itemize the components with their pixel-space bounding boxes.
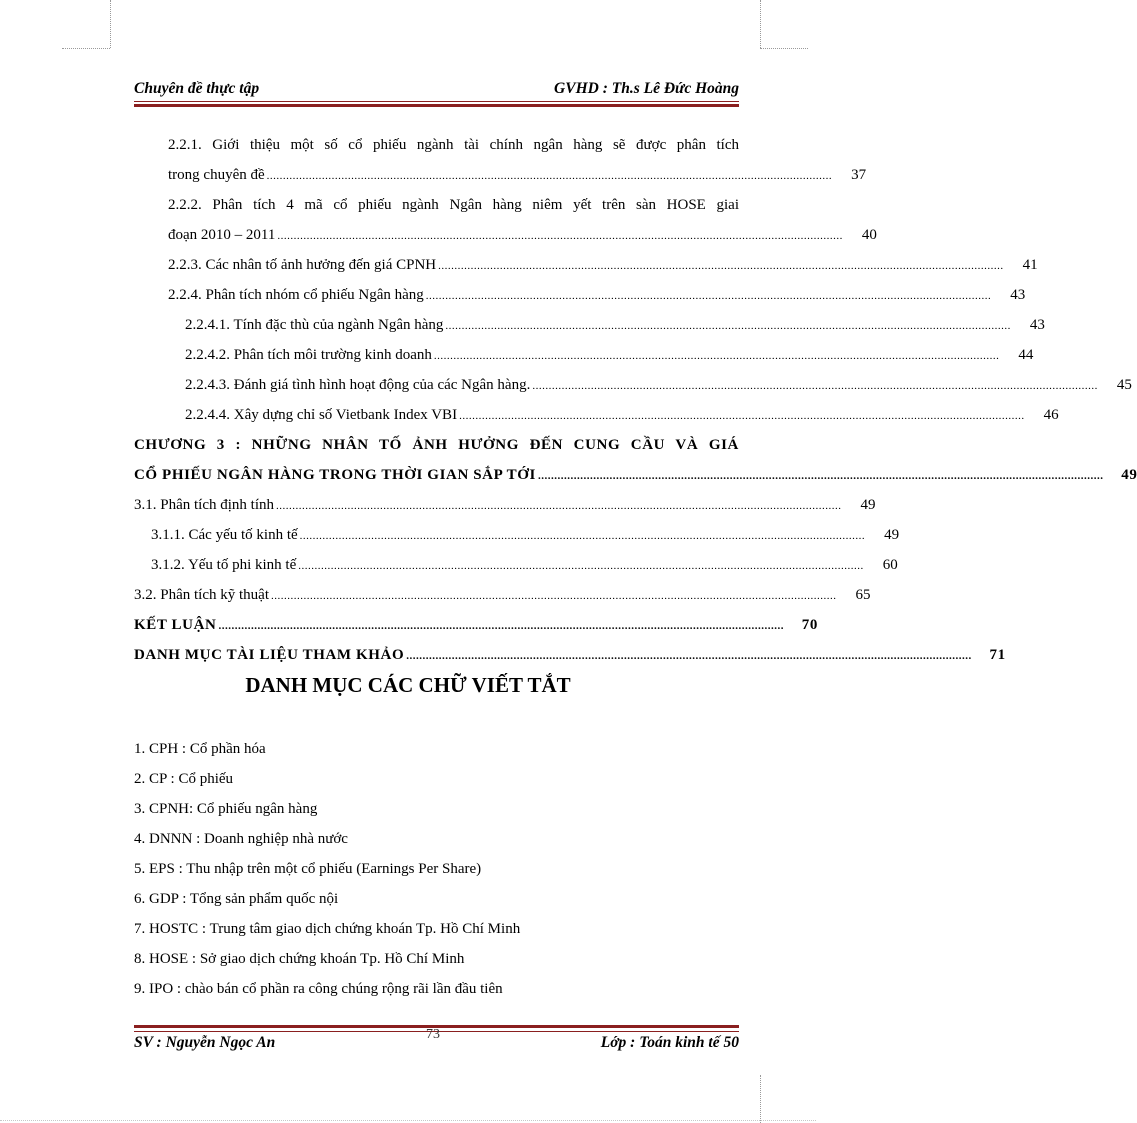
- toc-entry: [134, 520, 900, 550]
- toc-entry-title: 2.2.4.3. Đánh giá tình hình hoạt động của các Ngân hàng.: [185, 377, 531, 393]
- abbreviation-list: [134, 734, 520, 1004]
- leader-dots: ..............................................................................................................................................................................: [218, 620, 784, 632]
- toc-page-number: 43: [1010, 287, 1026, 303]
- leader-dots: ..............................................................................................................................................................................: [433, 350, 1000, 362]
- toc-page-number: 37: [851, 167, 867, 183]
- toc-entry: [134, 580, 871, 610]
- header-rule-thick: [134, 104, 739, 107]
- list-item: 7. HOSTC : Trung tâm giao dịch chứng khoán Tp. Hồ Chí Minh: [134, 921, 521, 937]
- section-title: DANH MỤC CÁC CHỮ VIẾT TẮT: [245, 673, 571, 697]
- leader-dots: ..............................................................................................................................................................................: [445, 320, 1011, 332]
- toc-entry: [134, 160, 867, 190]
- toc-entry: [134, 460, 1137, 490]
- toc-entry-title: 2.2.4.1. Tính đặc thù của ngành Ngân hàng: [185, 317, 444, 333]
- toc-entry-title: 2.2.1. Giới thiệu một số cổ phiếu ngành tài chính ngân hàng sẽ được phân tích: [168, 137, 739, 153]
- leader-dots: ..............................................................................................................................................................................: [266, 170, 833, 182]
- toc-page-number: 70: [801, 617, 818, 633]
- leader-dots: ..............................................................................................................................................................................: [298, 560, 864, 572]
- toc-chapter-title: DANH MỤC TÀI LIỆU THAM KHẢO: [134, 647, 405, 663]
- list-item: 2. CP : Cổ phiếu: [134, 771, 234, 787]
- toc-entry-line: [134, 190, 739, 220]
- leader-dots: ..............................................................................................................................................................................: [537, 470, 1104, 482]
- toc-entry-title: 3.2. Phân tích kỹ thuật: [134, 587, 269, 603]
- toc-entry: [134, 370, 1132, 400]
- toc-page-number: 44: [1018, 347, 1034, 363]
- toc-entry: [134, 490, 876, 520]
- crop-mark: [62, 48, 110, 49]
- toc-entry: [134, 280, 1026, 310]
- toc-entry-title: trong chuyên đề: [168, 167, 265, 183]
- toc-entry-title: 2.2.4.4. Xây dựng chỉ số Vietbank Index VBI: [185, 407, 458, 423]
- toc-entry: [134, 250, 1038, 280]
- toc-chapter-line: [134, 430, 739, 460]
- toc-entry-title: 2.2.2. Phân tích 4 mã cổ phiếu ngành Ngân hàng niêm yết trên sàn HOSE giai: [168, 197, 739, 213]
- toc-entry: [134, 640, 1006, 670]
- toc-entry-title: 2.2.4. Phân tích nhóm cổ phiếu Ngân hàng: [168, 287, 424, 303]
- toc-entry: [134, 550, 898, 580]
- toc-chapter-title: CỔ PHIẾU NGÂN HÀNG TRONG THỜI GIAN SẮP TỚI: [134, 467, 536, 483]
- toc-entry: [134, 310, 1045, 340]
- toc-page-number: 65: [855, 587, 871, 603]
- toc-page-number: 60: [882, 557, 898, 573]
- toc-entry-title: 3.1. Phân tích định tính: [134, 497, 274, 513]
- list-item: 1. CPH : Cổ phần hóa: [134, 741, 266, 757]
- toc-chapter-title: CHƯƠNG 3 : NHỮNG NHÂN TỐ ẢNH HƯỞNG ĐẾN CUNG CẦU VÀ GIÁ: [134, 437, 739, 453]
- header-left: Chuyên đề thực tập: [134, 80, 260, 97]
- toc-entry: [134, 400, 1059, 430]
- page-bottom-border: [0, 1120, 816, 1121]
- toc-entry: [134, 340, 1034, 370]
- toc-entry-line: [134, 130, 739, 160]
- toc-entry-title: 2.2.4.2. Phân tích môi trường kinh doanh: [185, 347, 432, 363]
- crop-mark: [110, 0, 111, 48]
- footer-left: SV : Nguyễn Ngọc An: [134, 1034, 276, 1051]
- toc-page-number: 40: [861, 227, 877, 243]
- list-item: 4. DNNN : Doanh nghiệp nhà nước: [134, 831, 348, 847]
- toc-entry: [134, 610, 818, 640]
- toc-chapter-title: KẾT LUẬN: [134, 617, 217, 633]
- toc-page-number: 43: [1029, 317, 1045, 333]
- crop-mark: [760, 1075, 761, 1123]
- leader-dots: ..............................................................................................................................................................................: [425, 290, 992, 302]
- toc-entry-title: 2.2.3. Các nhân tố ảnh hưởng đến giá CPNH: [168, 257, 437, 273]
- leader-dots: ..............................................................................................................................................................................: [276, 500, 842, 512]
- list-item: 3. CPNH: Cổ phiếu ngân hàng: [134, 801, 318, 817]
- list-item: 6. GDP : Tổng sản phẩm quốc nội: [134, 891, 339, 907]
- toc-page-number: 49: [884, 527, 900, 543]
- toc-entry: [134, 220, 877, 250]
- leader-dots: ..............................................................................................................................................................................: [532, 380, 1098, 392]
- toc-entry-title: 3.1.1. Các yếu tố kinh tế: [151, 527, 298, 543]
- toc-entry-title: 3.1.2. Yếu tố phi kinh tế: [151, 557, 297, 573]
- leader-dots: ..............................................................................................................................................................................: [299, 530, 866, 542]
- footer-right: Lớp : Toán kinh tế 50: [600, 1034, 739, 1051]
- list-item: 5. EPS : Thu nhập trên một cổ phiếu (Earnings Per Share): [134, 861, 482, 877]
- toc-page-number: 49: [1121, 467, 1137, 483]
- leader-dots: ..............................................................................................................................................................................: [459, 410, 1025, 422]
- toc-page-number: 71: [989, 647, 1006, 663]
- crop-mark: [760, 48, 808, 49]
- toc-page-number: 49: [860, 497, 876, 513]
- header-right: GVHD : Th.s Lê Đức Hoàng: [554, 80, 739, 97]
- list-item: 9. IPO : chào bán cổ phần ra công chúng rộng rãi lần đầu tiên: [134, 981, 503, 997]
- toc-page-number: 46: [1043, 407, 1059, 423]
- toc-entry-title: đoạn 2010 – 2011: [168, 227, 276, 243]
- toc-page-number: 45: [1116, 377, 1132, 393]
- toc-page-number: 41: [1022, 257, 1038, 273]
- header-rule-thin: [134, 101, 739, 102]
- leader-dots: ..............................................................................................................................................................................: [271, 590, 837, 602]
- leader-dots: ..............................................................................................................................................................................: [406, 650, 972, 662]
- page-number: 73: [426, 1027, 440, 1042]
- table-of-contents: [134, 130, 1137, 670]
- leader-dots: ..............................................................................................................................................................................: [438, 260, 1004, 272]
- crop-mark: [760, 0, 761, 48]
- leader-dots: ..............................................................................................................................................................................: [277, 230, 843, 242]
- list-item: 8. HOSE : Sở giao dịch chứng khoán Tp. Hồ Chí Minh: [134, 951, 465, 967]
